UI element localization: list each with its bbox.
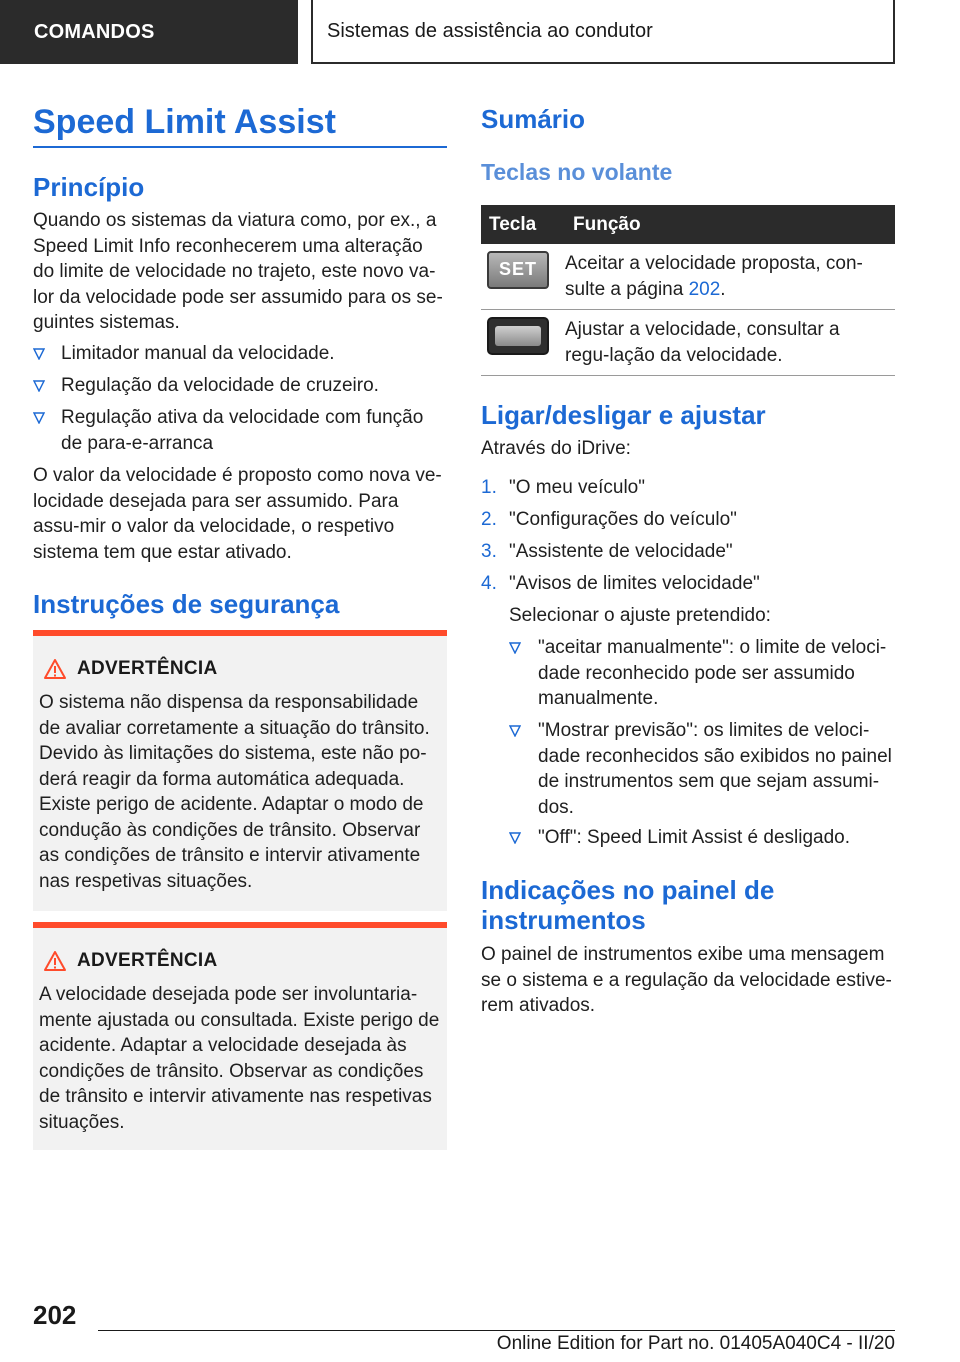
step-text: "Avisos de limites velocidade" xyxy=(509,573,760,594)
chapter-tab xyxy=(311,0,895,64)
triangle-bullet-icon xyxy=(33,380,45,392)
warning-title: ADVERTÊNCIA xyxy=(77,950,218,971)
display-heading: Indicações no painel de instrumentos xyxy=(481,875,775,935)
display-text: O painel de instrumentos exibe uma mensagem se o sistema e a regulação da velocidade estive-rem ativados. xyxy=(481,944,892,1016)
warning-text: O sistema não dispensa da responsabilidade de avaliar corretamente a situação do trânsito. Devido às limitações do sistema, este não po-derá reagir da forma automática adequada. Existe perigo de acidente. Adaptar o modo de condução às condições de trânsito. Observar as condições de trânsito e intervir ativamente nas respetivas situações. xyxy=(39,692,430,892)
column-header-function: Função xyxy=(565,205,895,244)
step-number: 3. xyxy=(481,541,497,562)
warning-box xyxy=(33,922,447,1150)
summary-heading: Sumário xyxy=(481,104,586,134)
page-title: Speed Limit Assist xyxy=(33,103,336,141)
section-tab xyxy=(0,0,298,64)
function-cell: Aceitar a velocidade proposta, con-sulte a página 202. xyxy=(565,244,895,310)
step-number: 2. xyxy=(481,509,497,530)
table-row xyxy=(481,244,895,310)
triangle-bullet-icon xyxy=(509,642,521,654)
step-text: "O meu veículo" xyxy=(509,477,645,498)
triangle-bullet-icon xyxy=(509,725,521,737)
select-text: Selecionar o ajuste pretendido: xyxy=(509,605,771,626)
column-header-key: Tecla xyxy=(481,205,565,244)
triangle-bullet-icon xyxy=(509,832,521,844)
table-row xyxy=(481,310,895,376)
function-cell: Ajustar a velocidade, consultar a regu-lação da velocidade. xyxy=(565,310,895,376)
page-link[interactable]: 202 xyxy=(688,278,721,300)
warning-triangle-icon xyxy=(43,658,67,680)
keys-table xyxy=(481,205,895,376)
footer-rule xyxy=(98,1330,895,1331)
keys-heading: Teclas no volante xyxy=(481,159,673,185)
step-number: 1. xyxy=(481,477,497,498)
step-text: "Configurações do veículo" xyxy=(509,509,737,530)
warning-box xyxy=(33,630,447,911)
warning-text: A velocidade desejada pode ser involuntaria-mente ajustada ou consultada. Existe perigo de acidente. Adaptar a velocidade desejada às condições de trânsito. Observar as condições de trânsito e intervir ativamente nas respetivas situações. xyxy=(39,984,440,1133)
key-cell xyxy=(481,310,565,376)
onoff-heading: Ligar/desligar e ajustar xyxy=(481,400,766,430)
step-number: 4. xyxy=(481,573,497,594)
after-text: O valor da velocidade é proposto como nova ve-locidade desejada para ser assumido. Para assu-mir o valor da velocidade, o respetivo sistema tem que estar ativado. xyxy=(33,465,442,563)
triangle-bullet-icon xyxy=(33,348,45,360)
principle-heading: Princípio xyxy=(33,172,145,202)
triangle-bullet-icon xyxy=(33,412,45,424)
warning-triangle-icon xyxy=(43,950,67,972)
chapter-title: Sistemas de assistência ao condutor xyxy=(327,19,653,42)
key-cell xyxy=(481,244,565,310)
page-number: 202 xyxy=(33,1300,77,1330)
title-rule xyxy=(33,146,447,148)
safety-heading: Instruções de segurança xyxy=(33,589,340,619)
section-title: COMANDOS xyxy=(34,20,155,43)
warning-title: ADVERTÊNCIA xyxy=(77,658,218,679)
rocker-switch-icon xyxy=(487,317,549,355)
principle-text: Quando os sistemas da viatura como, por ex., a Speed Limit Info reconhecerem uma alteração do limite de velocidade no trajeto, este novo va-lor da velocidade pode ser assumido para os se-guintes sistemas. xyxy=(33,210,443,333)
edition-text: Online Edition for Part no. 01405A040C4 - II/20 xyxy=(496,1333,895,1354)
via-text: Através do iDrive: xyxy=(481,438,631,459)
step-text: "Assistente de velocidade" xyxy=(509,541,733,562)
table-header-row xyxy=(481,205,895,244)
set-button-icon: SET xyxy=(487,251,549,289)
